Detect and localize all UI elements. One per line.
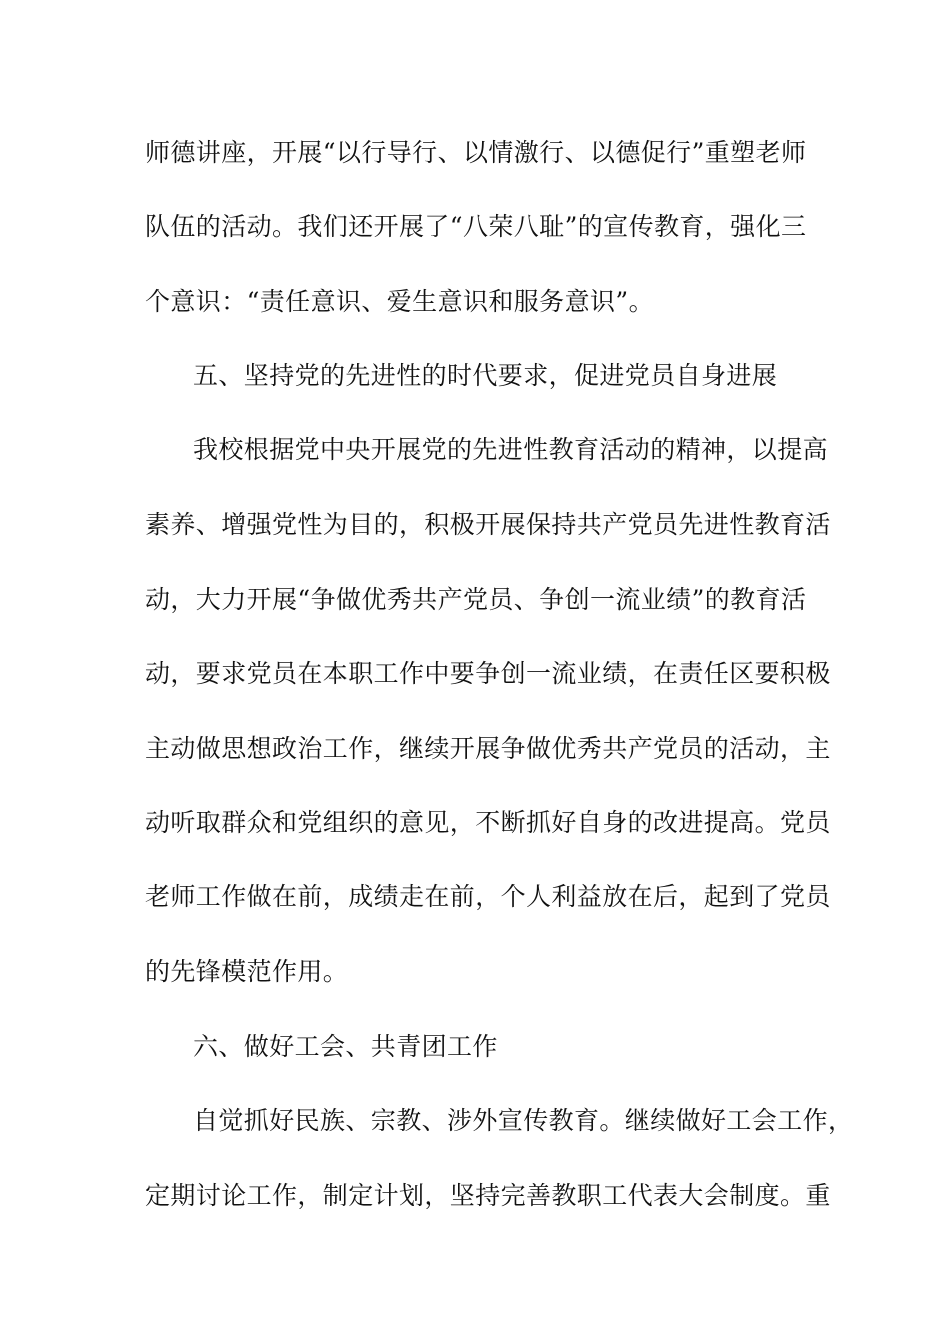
paragraph-line: 动听取群众和党组织的意见，不断抓好自身的改进提高。党员 (145, 808, 831, 837)
paragraph-line: 素养、增强党性为目的，积极开展保持共产党员先进性教育活 (145, 510, 831, 539)
paragraph-line: 老师工作做在前，成绩走在前，个人利益放在后，起到了党员 (145, 882, 831, 911)
section-heading: 五、坚持党的先进性的时代要求，促进党员自身进展 (193, 361, 778, 390)
section-heading: 六、做好工会、共青团工作 (193, 1032, 498, 1061)
paragraph-line: 主动做思想政治工作，继续开展争做优秀共产党员的活动，主 (145, 734, 831, 763)
paragraph-line: 队伍的活动。我们还开展了“八荣八耻”的宣传教育，强化三 (145, 212, 807, 241)
paragraph-line: 我校根据党中央开展党的先进性教育活动的精神，以提高 (193, 435, 829, 464)
paragraph-line: 个意识：“责任意识、爱生意识和服务意识”。 (145, 287, 654, 316)
paragraph-line: 的先锋模范作用。 (145, 957, 349, 986)
paragraph-line: 动，要求党员在本职工作中要争创一流业绩，在责任区要积极 (145, 659, 831, 688)
paragraph-line: 定期讨论工作，制定计划，坚持完善教职工代表大会制度。重 (145, 1181, 831, 1210)
paragraph-line: 动，大力开展“争做优秀共产党员、争创一流业绩”的教育活 (145, 585, 807, 614)
paragraph-line: 师德讲座，开展“以行导行、以情激行、以德促行”重塑老师 (145, 138, 807, 167)
paragraph-line: 自觉抓好民族、宗教、涉外宣传教育。继续做好工会工作， (193, 1106, 854, 1135)
